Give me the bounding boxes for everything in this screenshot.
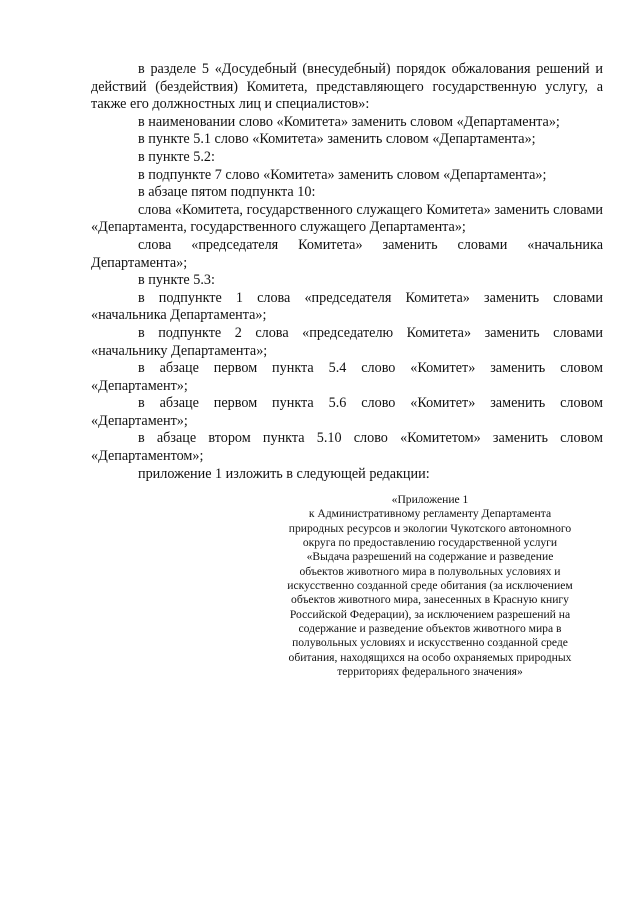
paragraph-subpoint-2: в подпункте 2 слова «председателю Комитета» заменить словами «начальнику Департамента»;: [91, 324, 603, 359]
appendix-line: «Выдача разрешений на содержание и разведение: [306, 550, 554, 564]
paragraph-point-5-6: в абзаце первом пункта 5.6 слово «Комитет» заменить словом «Департамент»;: [91, 395, 603, 429]
amendment-text: [91, 61, 603, 483]
appendix-line: содержание и разведение объектов животного мира в: [298, 622, 562, 636]
paragraph-subpoint-1: в подпункте 1 слова «председателя Комитета» заменить словами «начальника Департамента»;: [91, 289, 603, 324]
paragraph-words-committee: слова «Комитета, государственного служащего Комитета» заменить словами «Департамента, государственного служащего Департамента»;: [91, 201, 603, 236]
paragraph-point-5-3: в пункте 5.3:: [138, 272, 215, 289]
paragraph-point-5-1: в пункте 5.1 слово «Комитета» заменить словом «Департамента»;: [138, 131, 536, 148]
paragraph-words-chairman: слова «председателя Комитета» заменить словами «начальника Департамента»;: [91, 236, 603, 271]
appendix-line: Российской Федерации), за исключением разрешений на: [289, 607, 571, 621]
paragraph-subpoint-10: в абзаце пятом подпункта 10:: [138, 184, 316, 201]
paragraph-point-5-10: в абзаце втором пункта 5.10 слово «Комитетом» заменить словом «Департаментом»;: [91, 430, 603, 465]
paragraph-section-5: в разделе 5 «Досудебный (внесудебный) порядок обжалования решений и действий (бездействия) Комитета, представляющего государственную услугу, а также его должностных лиц и специалистов»:: [91, 61, 603, 113]
paragraph-subpoint-7: в подпункте 7 слово «Комитета» заменить словом «Департамента»;: [138, 166, 547, 183]
appendix-line: «Приложение 1: [391, 493, 469, 506]
appendix-line: округа по предоставлению государственной услуги: [302, 536, 558, 550]
appendix-line: к Административному регламенту Департамента: [308, 507, 552, 521]
paragraph-appendix-intro: приложение 1 изложить в следующей редакции:: [138, 465, 430, 482]
appendix-line: природных ресурсов и экологии Чукотского автономного: [288, 521, 572, 535]
paragraph-title-amendment: в наименовании слово «Комитета» заменить словом «Департамента»;: [138, 113, 560, 130]
appendix-line: территориях федерального значения»: [337, 665, 523, 679]
appendix-line: объектов животного мира в полувольных условиях и: [299, 564, 561, 578]
appendix-line: искусственно созданной среде обитания (за исключением: [287, 579, 573, 593]
appendix-line: объектов животного мира, занесенных в Красную книгу: [291, 593, 569, 607]
appendix-line: обитания, находящихся на особо охраняемых природных: [288, 650, 572, 664]
paragraph-point-5-4: в абзаце первом пункта 5.4 слово «Комитет» заменить словом «Департамент»;: [91, 360, 603, 394]
paragraph-point-5-2: в пункте 5.2:: [138, 148, 215, 165]
appendix-heading: [272, 493, 588, 679]
appendix-line: полувольных условиях и искусственно созданной среде: [292, 636, 568, 650]
